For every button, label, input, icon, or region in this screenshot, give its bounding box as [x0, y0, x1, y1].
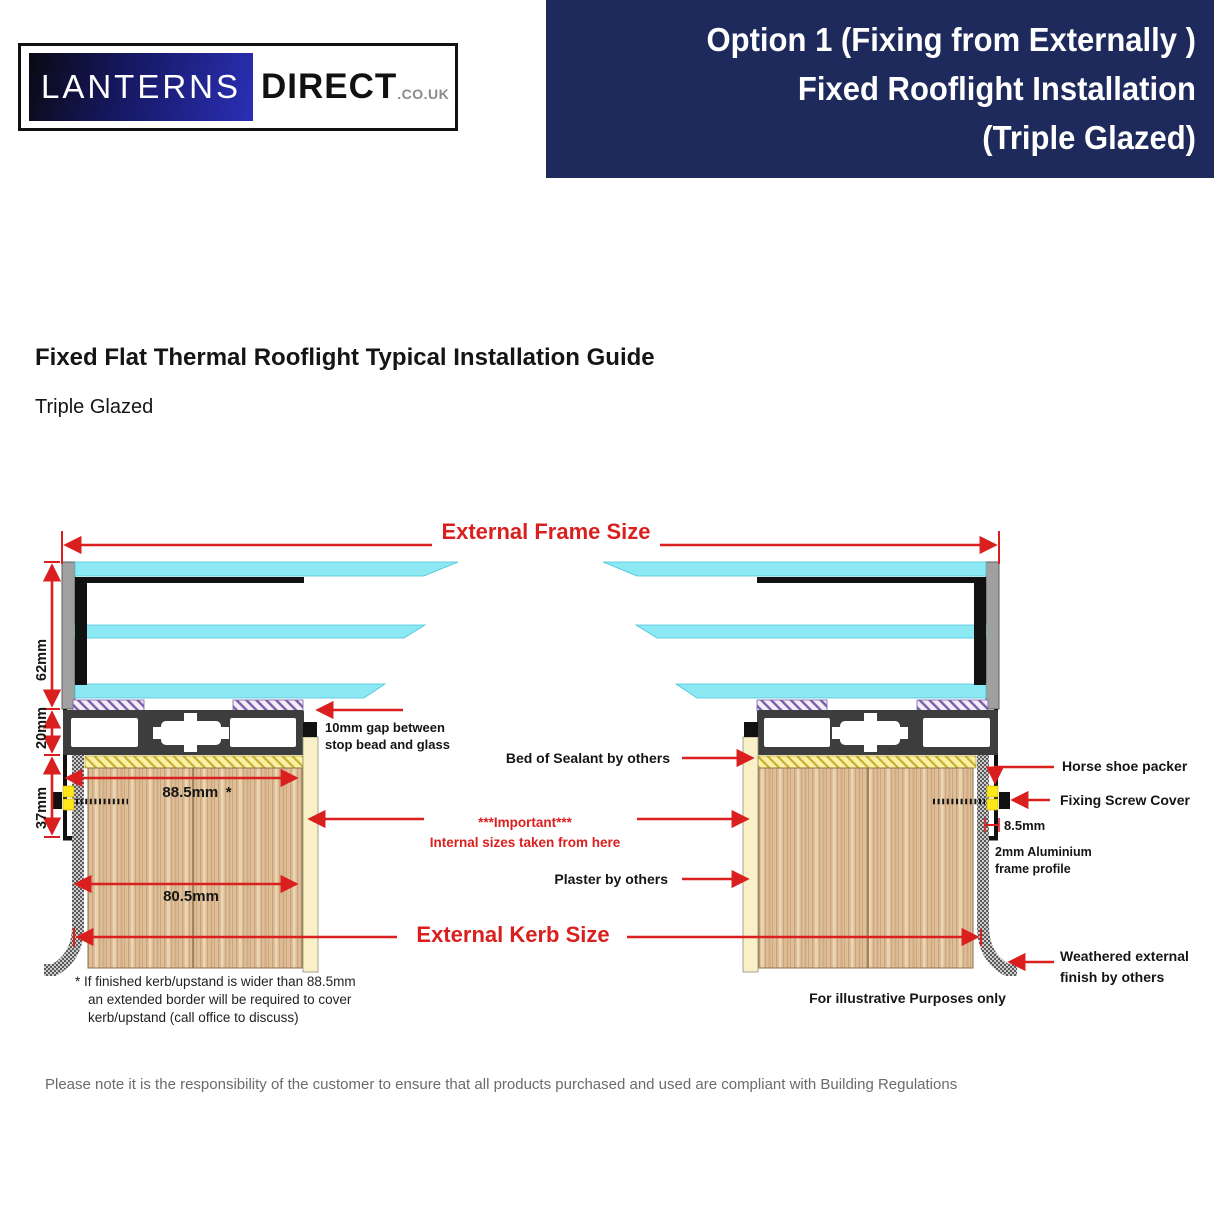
page-title: Fixed Flat Thermal Rooflight Typical Installation Guide: [35, 344, 655, 371]
horse-shoe-packer: [987, 786, 998, 797]
frame-bar: [986, 562, 999, 709]
profile-clip: [153, 727, 162, 739]
profile-chamber: [764, 718, 830, 747]
page-subtitle: Triple Glazed: [35, 396, 154, 418]
horse-shoe-packer-label: Horse shoe packer: [1062, 758, 1188, 774]
plaster-label: Plaster by others: [554, 871, 668, 887]
dim-885-label: 88.5mm *: [162, 784, 232, 801]
glass-pane: [603, 562, 986, 576]
banner-line-3: (Triple Glazed): [982, 119, 1196, 156]
banner-line-1: Option 1 (Fixing from Externally ): [706, 21, 1196, 58]
profile-clip: [184, 713, 197, 722]
profile-chamber: [71, 718, 138, 747]
glazing-spacer: [75, 577, 87, 685]
setting-block: [73, 700, 144, 711]
logo-tld: .CO.UK: [397, 86, 450, 102]
sealant-bed: [758, 756, 976, 768]
important-line-2: Internal sizes taken from here: [429, 835, 621, 850]
logo-word-direct: DIRECT: [261, 67, 398, 106]
setting-block: [233, 700, 303, 711]
setting-block: [917, 700, 988, 711]
gap-label-line-1: 10mm gap between: [325, 720, 445, 735]
dim-805-label: 80.5mm: [163, 888, 219, 905]
profile-clip: [220, 727, 229, 739]
dim-62mm-label: 62mm: [34, 639, 50, 681]
glass-pane: [676, 684, 986, 698]
glazing-spacer: [974, 577, 986, 685]
stop-bead: [744, 722, 758, 737]
banner-line-2: Fixed Rooflight Installation: [797, 70, 1196, 107]
thermal-break: [161, 721, 221, 745]
fixing-screw-cover: [999, 792, 1010, 809]
building-regs-disclaimer: Please note it is the responsibility of the customer to ensure that all products purchased and used are compliant with Building Regulations: [45, 1076, 958, 1093]
setting-block: [757, 700, 827, 711]
profile-clip: [832, 727, 841, 739]
profile-clip: [864, 713, 877, 722]
external-frame-size-label: External Frame Size: [441, 519, 651, 544]
kerb-footnote-line-2: an extended border will be required to cover: [88, 992, 352, 1007]
kerb-footnote-line-1: * If finished kerb/upstand is wider than 88.5mm: [75, 974, 356, 989]
packer-arrow: [995, 767, 1054, 782]
fixing-screw-cover-label: Fixing Screw Cover: [1060, 792, 1190, 808]
profile-clip: [899, 727, 908, 739]
dim-85-label: 8.5mm: [1004, 818, 1046, 833]
horse-shoe-packer: [987, 799, 998, 810]
logo-word-lanterns: LANTERNS: [40, 68, 242, 105]
glass-pane: [75, 562, 458, 576]
thermal-break: [840, 721, 900, 745]
profile-clip: [184, 743, 197, 752]
weathered-label-line-2: finish by others: [1060, 969, 1165, 985]
gap-label-line-2: stop bead and glass: [325, 737, 450, 752]
spacer-bar: [757, 577, 974, 583]
horse-shoe-packer: [63, 786, 74, 797]
dim-37mm-label: 37mm: [34, 787, 50, 829]
horse-shoe-packer: [63, 799, 74, 810]
dim-20mm-label: 20mm: [34, 707, 50, 749]
external-kerb-size-label: External Kerb Size: [416, 922, 610, 947]
glass-pane: [636, 625, 986, 638]
important-line-1: ***Important***: [478, 815, 572, 830]
profile-clip: [864, 743, 877, 752]
sealant-bed: [85, 756, 303, 768]
bed-of-sealant-label: Bed of Sealant by others: [505, 750, 670, 766]
stop-bead: [303, 722, 317, 737]
aluminium-label-line-1: 2mm Aluminium: [995, 845, 1092, 859]
weathered-finish-label: [1060, 946, 1189, 988]
glass-pane: [75, 625, 425, 638]
profile-chamber: [230, 718, 296, 747]
important-label: [415, 813, 635, 853]
illustrative-note: For illustrative Purposes only: [809, 990, 1006, 1006]
left-frame-section: [44, 562, 458, 972]
gap-label: [325, 719, 450, 753]
weathered-label-line-1: Weathered external: [1060, 948, 1189, 964]
right-frame-section: [603, 562, 1017, 972]
glass-pane: [75, 684, 385, 698]
spacer-bar: [87, 577, 304, 583]
kerb-footnote-line-3: kerb/upstand (call office to discuss): [88, 1010, 299, 1025]
aluminium-profile-label: [995, 844, 1092, 878]
profile-chamber: [923, 718, 990, 747]
frame-bar: [62, 562, 75, 709]
aluminium-label-line-2: frame profile: [995, 862, 1071, 876]
